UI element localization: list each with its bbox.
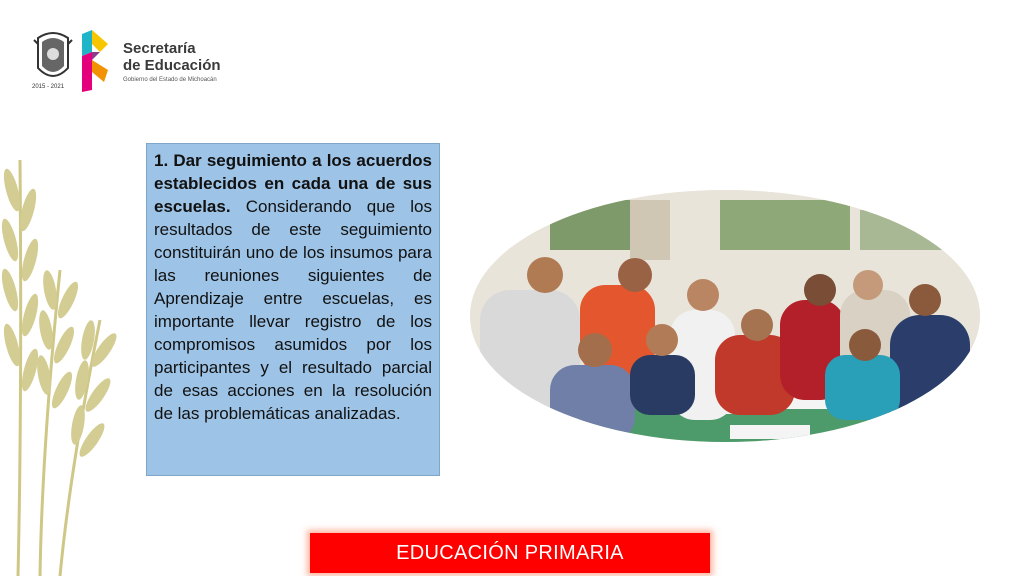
group-photo-image (470, 190, 980, 442)
header-logo-area (30, 28, 250, 98)
section-banner-label: EDUCACIÓN PRIMARIA (396, 541, 624, 564)
brand-subtitle: Gobierno del Estado de Michoacán (123, 77, 217, 83)
instruction-body: Considerando que los resultados de este seguimiento constituirán uno de los insumos para las reuniones siguientes de Aprendizaje entre escuelas, es importante llevar registro de los compromisos asumidos por los participantes y el resultado parcial de esas acciones en la resolución de las problemáticas analizadas. (154, 197, 432, 423)
instruction-paragraph (154, 149, 432, 425)
brand-line1: Secretaría (123, 40, 196, 57)
instruction-text-box (146, 143, 440, 476)
wheat-decoration-icon (0, 150, 120, 576)
section-banner (310, 533, 710, 573)
instruction-lead: 1. Dar seguimiento a los acuerdos establecidos en cada una de sus escuelas. (154, 151, 432, 216)
group-photo (470, 190, 980, 442)
brand-line2: de Educación (123, 57, 221, 74)
brand-title (123, 40, 221, 74)
seal-years: 2015 - 2021 (32, 84, 65, 90)
k-brand-icon (80, 30, 110, 92)
